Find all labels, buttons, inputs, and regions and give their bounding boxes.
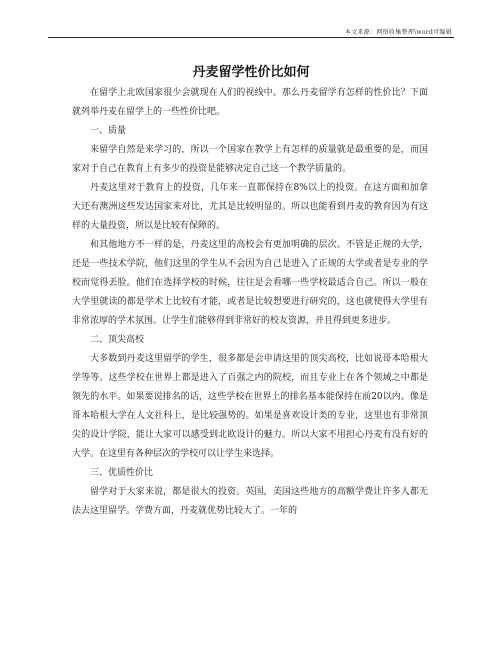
section-heading-quality: 一、质量	[90, 126, 127, 136]
paragraph: 留学对于大家来说，都是很大的投资。英国，美国这些地方的高额学费让许多人都无法去这里留学。学费方面，丹麦就优势比较大了。一年的	[72, 487, 428, 516]
paragraph: 来留学自然是来学习的，所以一个国家在教学上有怎样的质量就是最重要的是，而国家对于自己在教育上有多少的投资是能够决定自己这一个教学质量的。	[72, 145, 428, 174]
paragraph: 丹麦这里对于教育上的投资，几年来一直都保持在8%以上的投资。在这方面和加拿大还有澳洲这些发达国家来对比，尤其是比较明显的。所以也能看到丹麦的教育因为有这样的大量投资，所以是比较有保障的。	[72, 183, 428, 231]
section-heading-value: 三、优质性价比	[90, 468, 154, 478]
header-rule	[48, 37, 454, 38]
document-body	[72, 84, 428, 521]
source-note: 本文来源：网络收集整理\word可编辑	[344, 29, 452, 36]
section-heading-top-universities: 二、顶尖高校	[90, 335, 145, 345]
paragraph: 大多数到丹麦这里留学的学生，很多都是会申请这里的顶尖高校，比如说哥本哈根大学等等。这些学校在世界上都是进入了百强之内的院校，而且专业上在各个领域之中都是领先的水平。如果要说排名的话，这些学校在世界上的排名基本能保持在前20以内。像是哥本哈根大学在人文社科上，是比较强势的。如果是喜欢设计类的专业，这里也有非常顶尖的设计学院，能让大家可以感受到北欧设计的魅力。所以大家不用担心丹麦有没有好的大学。在这里有各种层次的学校可以让学生来选择。	[72, 354, 428, 459]
paragraph: 和其他地方不一样的是，丹麦这里的高校会有更加明确的层次。不管是正规的大学，还是一些技术学院，他们这里的学生从不会因为自己是进入了正规的大学或者是专业的学校而觉得丢脸。他们在选择学校的时候，往往是会看哪一些学校最适合自己。所以一般在大学里就读的都是学术上比较有才能，或者是比较想要进行研究的，这也就使得大学里有非常浓厚的学术氛围。让学生们能够得到非常好的校友资源，并且得到更多进步。	[72, 240, 428, 326]
paragraph-intro: 在留学上北欧国家很少会就现在人们的视线中。那么丹麦留学有怎样的性价比？下面就列举丹麦在留学上的一些性价比吧。	[72, 88, 428, 117]
document-title: 丹麦留学性价比如何	[192, 65, 310, 80]
